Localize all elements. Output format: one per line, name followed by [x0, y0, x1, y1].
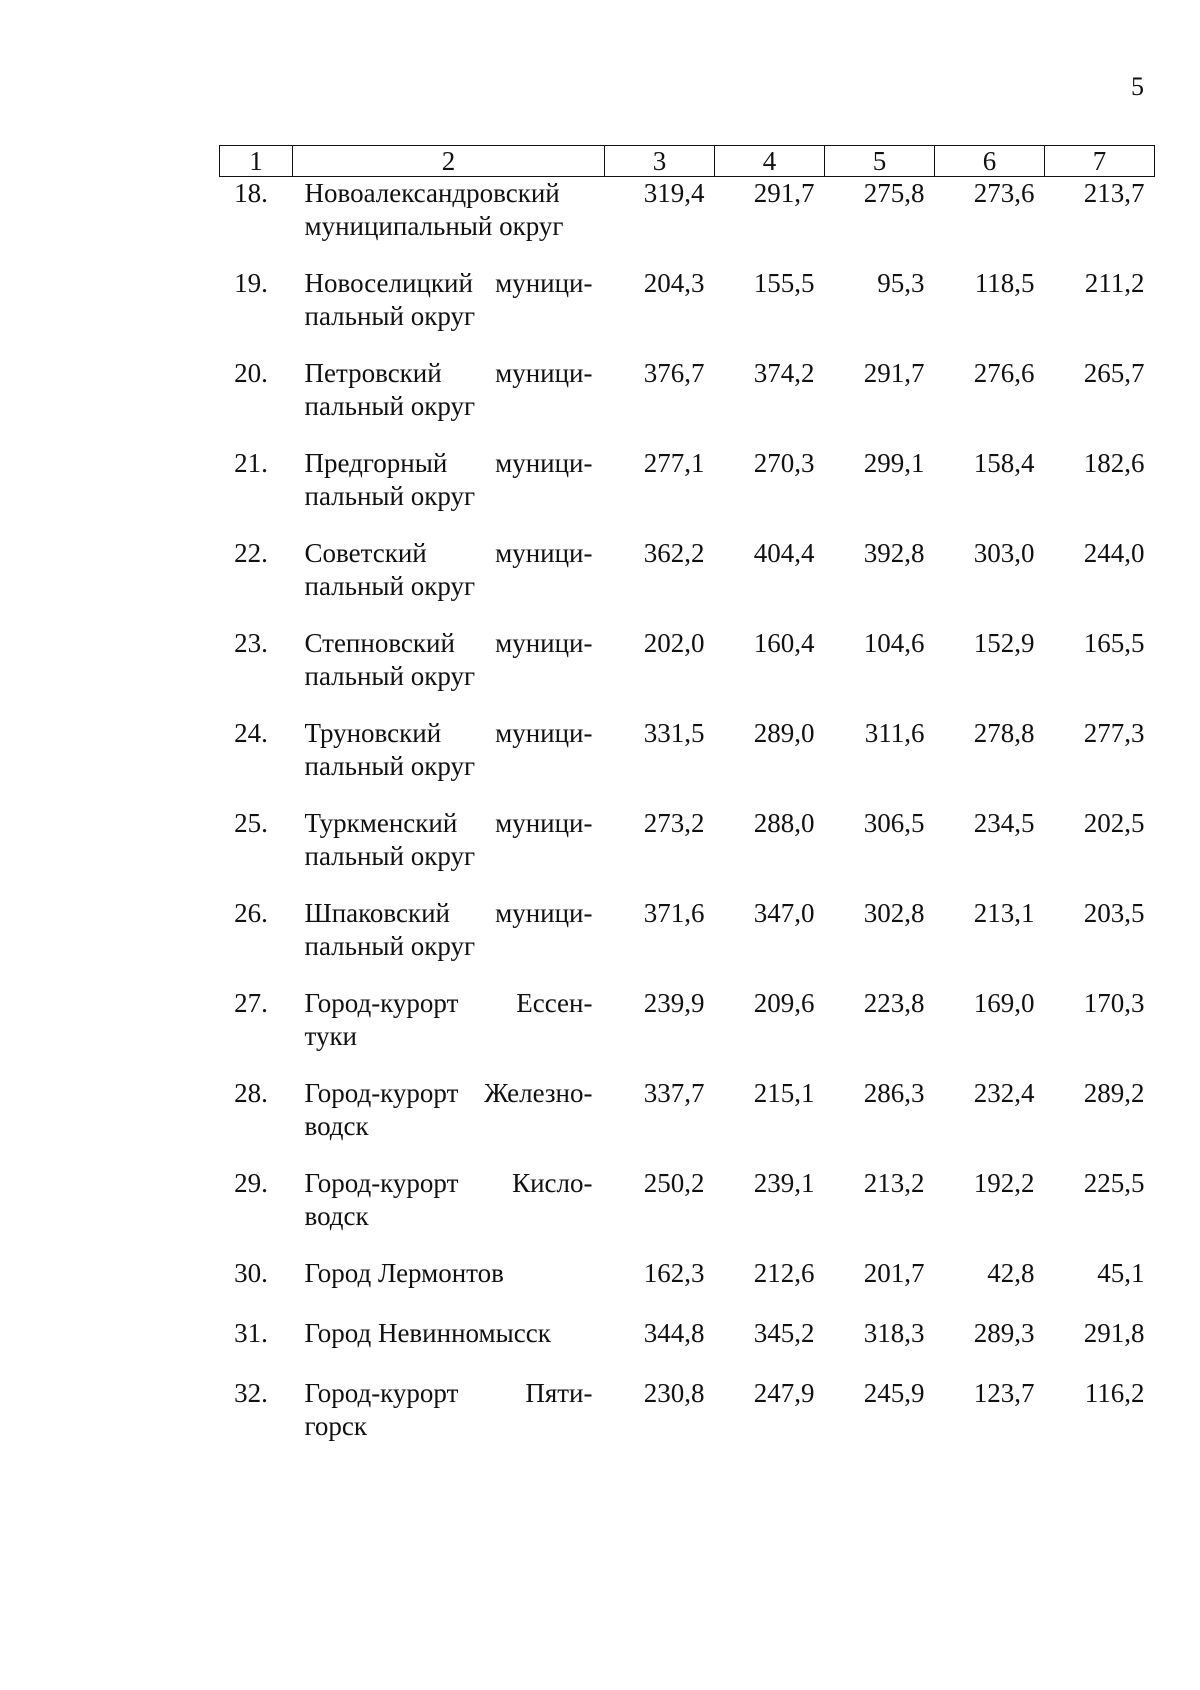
data-table [219, 145, 1155, 1443]
row-number: 21. [234, 447, 268, 478]
name-line: Шпаковский муници- [304, 897, 593, 928]
name-line: Город Невинномысск [304, 1317, 551, 1348]
value-cell-col-6: 158,4 [973, 447, 1035, 478]
value-cell-col-7: 211,2 [1084, 267, 1145, 298]
header-cell: 7 [1045, 146, 1155, 177]
row-number: 26. [234, 897, 268, 928]
municipality-name [293, 1257, 605, 1317]
value-cell-col-3: 277,1 [643, 447, 705, 478]
name-line: пальный округ [304, 840, 476, 871]
name-line: Город Лермонтов [304, 1257, 504, 1288]
page-number: 5 [1131, 72, 1144, 101]
municipality-name [293, 1077, 605, 1167]
value-cell-col-5: 104,6 [863, 627, 925, 658]
name-line: муниципальный округ [304, 211, 564, 241]
value-cell-col-7: 213,7 [1083, 178, 1145, 208]
name-line: горск [304, 1410, 368, 1441]
table-row [220, 1257, 1155, 1317]
table-row [220, 357, 1155, 447]
name-line: Новоселицкий муници- [304, 267, 593, 298]
table-row [220, 177, 1155, 267]
name-line: Новоалександровский [304, 178, 560, 208]
value-cell-col-3: 337,7 [643, 1077, 705, 1108]
value-cell-col-6: 123,7 [973, 1377, 1035, 1408]
value-cell-col-7: 203,5 [1083, 897, 1145, 928]
value-cell-col-7: 265,7 [1083, 357, 1145, 388]
municipality-name [293, 177, 605, 267]
name-line: Город-курорт Кисло- [304, 1167, 593, 1198]
value-cell-col-7: 291,8 [1083, 1317, 1145, 1348]
row-number: 28. [234, 1077, 268, 1108]
row-number: 23. [234, 627, 268, 658]
value-cell-col-7: 165,5 [1083, 627, 1145, 658]
table-body [220, 177, 1155, 1443]
value-cell-col-3: 230,8 [643, 1377, 705, 1408]
name-line: пальный округ [304, 390, 476, 421]
value-cell-col-5: 299,1 [863, 447, 925, 478]
value-cell-col-7: 289,2 [1083, 1077, 1145, 1108]
name-line: Советский муници- [304, 537, 593, 568]
value-cell-col-7: 116,2 [1084, 1377, 1145, 1408]
header-cell: 1 [220, 146, 293, 177]
value-cell-col-6: 152,9 [973, 627, 1035, 658]
value-cell-col-5: 286,3 [863, 1077, 925, 1108]
value-cell-col-6: 276,6 [973, 357, 1035, 388]
value-cell-col-4: 212,6 [753, 1257, 815, 1288]
value-cell-col-6: 273,6 [973, 178, 1035, 208]
name-line: водск [304, 1200, 369, 1231]
name-line: Город-курорт Пяти- [304, 1377, 593, 1408]
value-cell-col-4: 247,9 [753, 1377, 815, 1408]
municipality-name [293, 627, 605, 717]
value-cell-col-4: 155,5 [753, 267, 815, 298]
value-cell-col-6: 42,8 [987, 1257, 1035, 1288]
value-cell-col-6: 169,0 [973, 987, 1035, 1018]
value-cell-col-3: 362,2 [643, 537, 705, 568]
table-row [220, 1167, 1155, 1257]
municipality-name [293, 1317, 605, 1377]
municipality-name [293, 447, 605, 537]
value-cell-col-3: 331,5 [643, 717, 705, 748]
value-cell-col-3: 239,9 [643, 987, 705, 1018]
value-cell-col-3: 204,3 [643, 267, 705, 298]
row-number: 32. [234, 1377, 268, 1408]
value-cell-col-6: 289,3 [973, 1317, 1035, 1348]
table-row [220, 1377, 1155, 1443]
value-cell-col-4: 160,4 [753, 627, 815, 658]
table-row [220, 447, 1155, 537]
value-cell-col-6: 278,8 [973, 717, 1035, 748]
value-cell-col-3: 319,4 [643, 178, 705, 208]
row-number: 27. [234, 987, 268, 1018]
value-cell-col-7: 45,1 [1097, 1257, 1145, 1288]
value-cell-col-3: 250,2 [643, 1167, 705, 1198]
value-cell-col-6: 234,5 [973, 807, 1035, 838]
value-cell-col-6: 232,4 [973, 1077, 1035, 1108]
value-cell-col-4: 291,7 [753, 178, 815, 208]
value-cell-col-3: 376,7 [643, 357, 705, 388]
table-row [220, 717, 1155, 807]
name-line: Степновский муници- [304, 627, 593, 658]
value-cell-col-6: 303,0 [973, 537, 1035, 568]
value-cell-col-3: 344,8 [643, 1317, 705, 1348]
name-line: Петровский муници- [304, 357, 593, 388]
name-line: пальный округ [304, 750, 476, 781]
value-cell-col-3: 371,6 [643, 897, 705, 928]
row-number: 18. [234, 178, 268, 208]
header-cell: 4 [715, 146, 825, 177]
name-line: туки [304, 1020, 358, 1051]
name-line: пальный округ [304, 930, 476, 961]
header-cell: 2 [293, 146, 605, 177]
name-line: Труновский муници- [304, 717, 593, 748]
value-cell-col-7: 170,3 [1083, 987, 1145, 1018]
value-cell-col-7: 244,0 [1083, 537, 1145, 568]
value-cell-col-3: 202,0 [643, 627, 705, 658]
table-row [220, 1317, 1155, 1377]
name-line: пальный округ [304, 660, 476, 691]
value-cell-col-4: 288,0 [753, 807, 815, 838]
row-number: 22. [234, 537, 268, 568]
table-header [220, 146, 1155, 177]
municipality-name [293, 357, 605, 447]
row-number: 19. [234, 267, 268, 298]
value-cell-col-4: 215,1 [753, 1077, 815, 1108]
value-cell-col-5: 201,7 [863, 1257, 925, 1288]
row-number: 25. [234, 807, 268, 838]
table-row [220, 897, 1155, 987]
value-cell-col-4: 347,0 [753, 897, 815, 928]
value-cell-col-5: 306,5 [863, 807, 925, 838]
name-line: пальный округ [304, 480, 476, 511]
value-cell-col-4: 404,4 [753, 537, 815, 568]
value-cell-col-4: 270,3 [753, 447, 815, 478]
municipality-name [293, 897, 605, 987]
value-cell-col-5: 392,8 [863, 537, 925, 568]
value-cell-col-5: 275,8 [863, 178, 925, 208]
row-number: 24. [234, 717, 268, 748]
value-cell-col-3: 273,2 [643, 807, 705, 838]
value-cell-col-5: 213,2 [863, 1167, 925, 1198]
value-cell-col-4: 374,2 [753, 357, 815, 388]
name-line: Предгорный муници- [304, 447, 593, 478]
municipality-name [293, 1167, 605, 1257]
table-row [220, 627, 1155, 717]
value-cell-col-6: 118,5 [974, 267, 1035, 298]
municipality-name [293, 537, 605, 627]
value-cell-col-5: 245,9 [863, 1377, 925, 1408]
value-cell-col-7: 182,6 [1083, 447, 1145, 478]
header-cell: 3 [605, 146, 715, 177]
value-cell-col-4: 345,2 [753, 1317, 815, 1348]
value-cell-col-5: 291,7 [863, 357, 925, 388]
value-cell-col-5: 223,8 [863, 987, 925, 1018]
value-cell-col-4: 239,1 [753, 1167, 815, 1198]
header-row [220, 146, 1155, 177]
value-cell-col-6: 213,1 [973, 897, 1035, 928]
municipality-name [293, 987, 605, 1077]
name-line: пальный округ [304, 570, 476, 601]
row-number: 20. [234, 357, 268, 388]
table-row [220, 1077, 1155, 1167]
municipality-name [293, 267, 605, 357]
row-number: 31. [234, 1317, 268, 1348]
value-cell-col-4: 209,6 [753, 987, 815, 1018]
name-line: водск [304, 1110, 369, 1141]
municipality-name [293, 1377, 605, 1443]
table-row [220, 537, 1155, 627]
value-cell-col-5: 318,3 [863, 1317, 925, 1348]
table-row [220, 267, 1155, 357]
name-line: Город-курорт Железно- [304, 1077, 593, 1108]
municipality-name [293, 717, 605, 807]
municipality-name [293, 807, 605, 897]
row-number: 30. [234, 1257, 268, 1288]
table-row [220, 807, 1155, 897]
value-cell-col-5: 311,6 [864, 717, 925, 748]
value-cell-col-6: 192,2 [973, 1167, 1035, 1198]
table-row [220, 987, 1155, 1077]
name-line: Туркменский муници- [304, 807, 593, 838]
header-cell: 5 [825, 146, 935, 177]
header-cell: 6 [935, 146, 1045, 177]
value-cell-col-7: 225,5 [1083, 1167, 1145, 1198]
value-cell-col-7: 202,5 [1083, 807, 1145, 838]
value-cell-col-5: 95,3 [877, 267, 925, 298]
name-line: пальный округ [304, 300, 476, 331]
row-number: 29. [234, 1167, 268, 1198]
name-line: Город-курорт Ессен- [304, 987, 593, 1018]
value-cell-col-4: 289,0 [753, 717, 815, 748]
value-cell-col-5: 302,8 [863, 897, 925, 928]
value-cell-col-7: 277,3 [1083, 717, 1145, 748]
value-cell-col-3: 162,3 [643, 1257, 705, 1288]
